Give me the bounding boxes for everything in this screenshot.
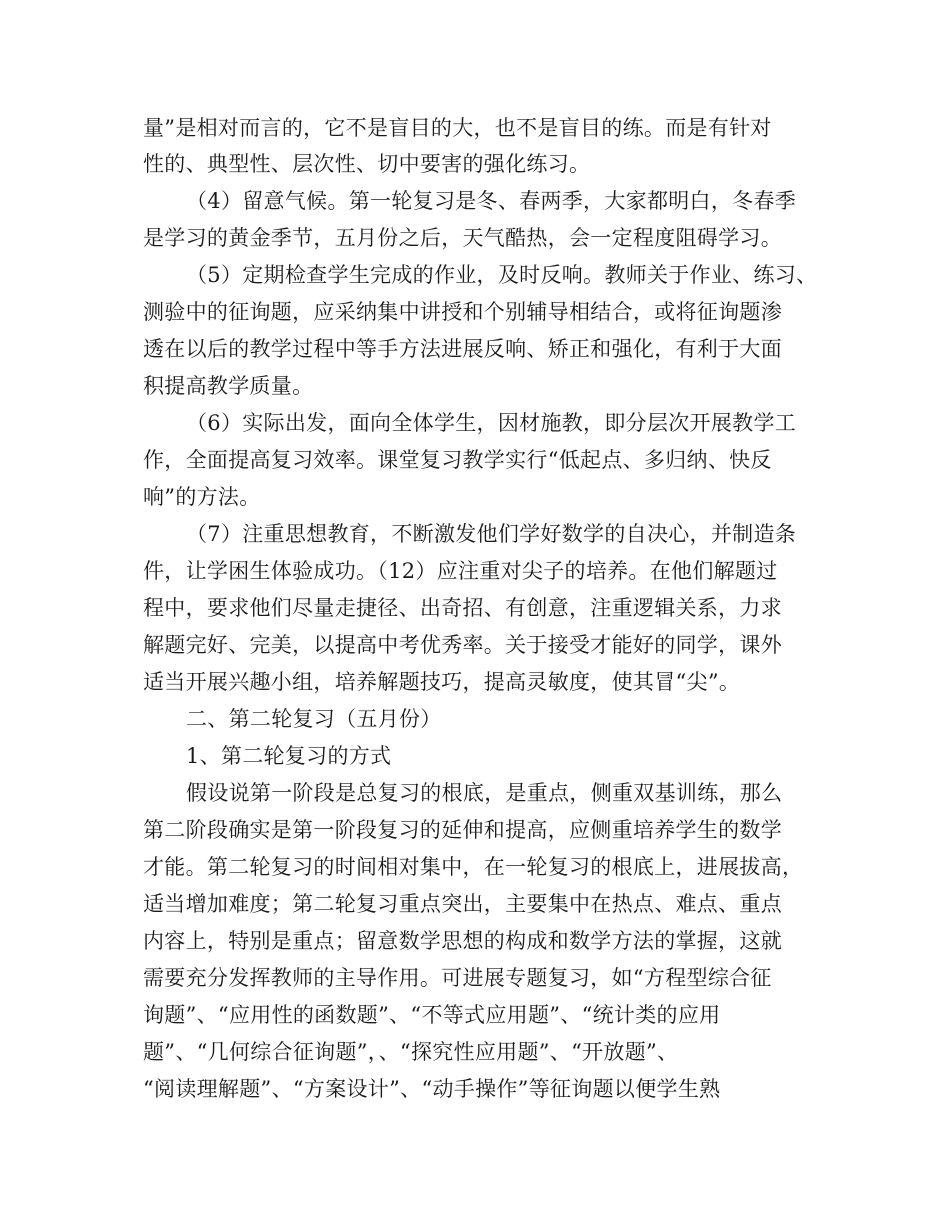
- text-line: 透在以后的教学过程中等手方法进展反响、矫正和强化，有利于大面: [143, 337, 782, 361]
- text-line: （7）注重思想教育，不断激发他们学好数学的自决心，并制造条: [186, 522, 797, 546]
- text-line: （5）定期检查学生完成的作业，及时反响。教师关于作业、练习、: [186, 263, 818, 287]
- text-line: “阅读理解题”、“方案设计”、“动手操作”等征询题以便学生熟: [143, 1077, 721, 1101]
- subsection-heading: 1、第二轮复习的方式: [186, 744, 392, 768]
- text-line: 适当增加难度；第二轮复习重点突出，主要集中在热点、难点、重点: [143, 892, 782, 916]
- text-line: 性的、典型性、层次性、切中要害的强化练习。: [143, 152, 591, 176]
- text-line: 件，让学困生体验成功。（12）应注重对尖子的培养。在他们解题过: [143, 559, 778, 583]
- text-line: 需要充分发挥教师的主导作用。可进展专题复习，如“方程型综合征: [143, 966, 772, 990]
- text-line: 才能。第二轮复习的时间相对集中，在一轮复习的根底上，进展拔高，: [143, 855, 804, 879]
- text-line: 响”的方法。: [143, 485, 261, 509]
- text-line: 是学习的黄金季节，五月份之后，天气酷热，会一定程度阻碍学习。: [143, 226, 782, 250]
- text-line: （4）留意气候。第一轮复习是冬、春两季，大家都明白，冬春季: [186, 189, 797, 213]
- text-line: 假设说第一阶段是总复习的根底，是重点，侧重双基训练，那么: [186, 781, 783, 805]
- text-line: 积提高教学质量。: [143, 374, 314, 398]
- text-line: 作，全面提高复习效率。课堂复习教学实行“低起点、多归纳、快反: [143, 448, 772, 472]
- text-line: 量”是相对而言的，它不是盲目的大，也不是盲目的练。而是有针对: [143, 116, 772, 140]
- text-line: 适当开展兴趣小组，培养解题技巧，提高灵敏度，使其冒“尖”。: [143, 670, 741, 694]
- text-line: 程中，要求他们尽量走捷径、出奇招、有创意，注重逻辑关系，力求: [143, 596, 782, 620]
- text-line: 解题完好、完美，以提高中考优秀率。关于接受才能好的同学，课外: [143, 633, 782, 657]
- text-line: 题”、“几何综合征询题”，、“探究性应用题”、“开放题”、: [143, 1040, 679, 1064]
- text-line: 测验中的征询题，应采纳集中讲授和个别辅导相结合，或将征询题渗: [143, 300, 782, 324]
- text-line: 内容上，特别是重点；留意数学思想的构成和数学方法的掌握，这就: [143, 929, 782, 953]
- text-line: （6）实际出发，面向全体学生，因材施教，即分层次开展教学工: [186, 411, 797, 435]
- section-heading: 二、第二轮复习（五月份）: [186, 707, 442, 731]
- text-line: 第二阶段确实是第一阶段复习的延伸和提高，应侧重培养学生的数学: [143, 818, 782, 842]
- text-line: 询题”、“应用性的函数题”、“不等式应用题”、“统计类的应用: [143, 1003, 721, 1027]
